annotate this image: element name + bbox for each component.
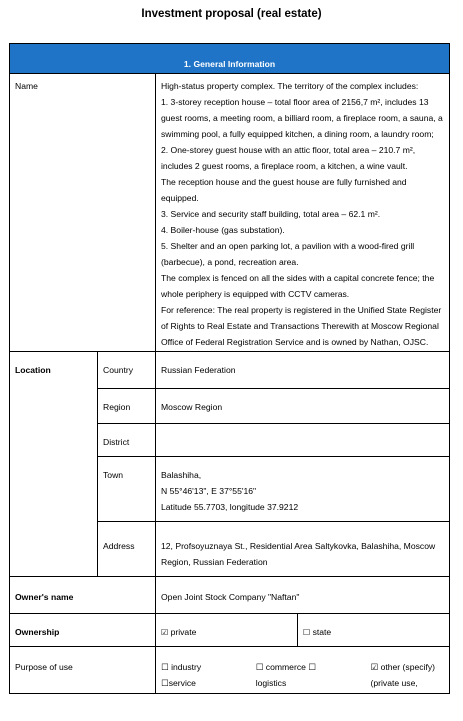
purpose-commerce-checkbox[interactable]: ☐ commerce ☐ [255, 662, 316, 672]
purpose-service-checkbox[interactable]: ☐service [161, 678, 196, 688]
name-line: 1. 3-storey reception house – total floor area of 2156,7 m², includes 13 guest rooms, a meeting room, a billiard room, a fireplace room, a sauna, a swimming pool, a fully equipped kitchen, a dining room, a laundry room; [161, 97, 443, 139]
address-label: Address [98, 522, 156, 577]
name-description [156, 74, 450, 352]
town-line: Balashiha, [161, 470, 202, 480]
name-line: The reception house and the guest house are fully furnished and equipped. [161, 177, 407, 203]
owner-label: Owner's name [10, 577, 156, 614]
checkbox-unchecked-icon[interactable]: ☐ [303, 628, 311, 637]
region-value: Moscow Region [156, 389, 450, 424]
name-line: High-status property complex. The territory of the complex includes: [161, 81, 419, 91]
purpose-col-3 [370, 659, 445, 691]
town-value [156, 457, 450, 522]
name-line: 5. Shelter and an open parking lot, a pavilion with a wood-fired grill (barbecue), a pond, recreation area. [161, 241, 415, 267]
ownership-label: Ownership [10, 614, 156, 647]
name-line: The complex is fenced on all the sides with a capital concrete fence; the whole periphery is equipped with CCTV cameras. [161, 273, 435, 299]
town-line: Latitude 55.7703, longitude 37.9212 [161, 502, 299, 512]
purpose-options [156, 647, 450, 694]
address-value: 12, Profsoyuznaya St., Residential Area Saltykovka, Balashiha, Moscow Region, Russian Federation [156, 522, 450, 577]
document-title: Investment proposal (real estate) [141, 8, 322, 20]
name-label: Name [10, 74, 156, 352]
location-label: Location [10, 352, 98, 577]
purpose-other-checkbox[interactable]: ☑ other (specify) [370, 662, 436, 672]
purpose-other-detail: (private use, [370, 678, 418, 688]
owner-value: Open Joint Stock Company "Naftan" [156, 577, 450, 614]
state-label: state [312, 627, 332, 637]
purpose-col-1 [161, 659, 201, 691]
ownership-state[interactable] [298, 614, 450, 647]
private-label: private [170, 627, 197, 637]
ownership-private[interactable] [156, 614, 298, 647]
region-label: Region [98, 389, 156, 424]
name-line: For reference: The real property is registered in the Unified State Register of Rights to Real Estate and Transactions Therewith at Moscow Regional Office of Federal Registration Service and is owned by Nathan, OJSC. [161, 305, 442, 347]
district-label: District [98, 424, 156, 457]
name-line: 3. Service and security staff building, total area – 62.1 m². [161, 209, 381, 219]
district-value [156, 424, 450, 457]
country-label: Country [98, 352, 156, 389]
country-value: Russian Federation [156, 352, 450, 389]
name-line: 4. Boiler-house (gas substation). [161, 225, 285, 235]
purpose-industry-checkbox[interactable]: ☐ industry [161, 662, 202, 672]
checkbox-checked-icon[interactable]: ☑ [161, 628, 169, 637]
purpose-col-2 [256, 659, 316, 691]
town-line: N 55°46'13", E 37°55'16" [161, 486, 257, 496]
town-label: Town [98, 457, 156, 522]
proposal-table [9, 43, 450, 694]
section-header: 1. General Information [10, 44, 450, 74]
purpose-logistics-label: logistics [255, 678, 287, 688]
purpose-label: Purpose of use [10, 647, 156, 694]
name-line: 2. One-storey guest house with an attic floor, total area – 210.7 m², includes 2 guest rooms, a fireplace room, a kitchen, a wine vault. [161, 145, 416, 171]
